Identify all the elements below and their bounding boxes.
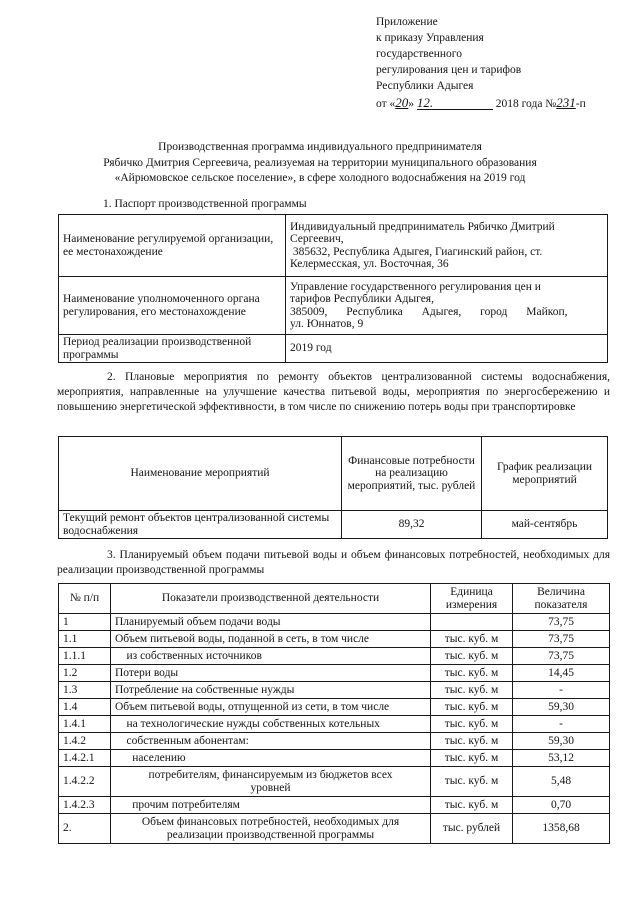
table-row: [59, 511, 608, 539]
doc-number: 231: [556, 95, 576, 110]
table-row: [59, 699, 610, 716]
passport-value: [286, 277, 608, 335]
row-number: 1.4.2.1: [59, 750, 111, 767]
row-unit: тыс. рублей: [431, 814, 513, 844]
table-row: [59, 797, 610, 814]
row-unit: [431, 614, 513, 631]
date-mid: »: [408, 98, 417, 110]
col-indicator: Показатели производственной деятельности: [111, 584, 431, 614]
table-row: [59, 614, 610, 631]
row-value: 14,45: [513, 665, 610, 682]
table-row: [59, 814, 610, 844]
passport-value: [286, 215, 608, 277]
indicators-table: [58, 583, 610, 844]
measure-name: Текущий ремонт объектов централизованной системы водоснабжения: [59, 511, 342, 539]
value-line: ул. Юннатов, 9: [290, 318, 364, 330]
row-unit: тыс. куб. м: [431, 797, 513, 814]
title-line-1: Производственная программа индивидуального предпринимателя: [158, 141, 482, 153]
row-indicator: прочим потребителям: [111, 797, 431, 814]
row-unit: тыс. куб. м: [431, 648, 513, 665]
row-indicator: собственным абонентам:: [111, 733, 431, 750]
row-indicator: населению: [111, 750, 431, 767]
row-value: 1358,68: [513, 814, 610, 844]
row-value: -: [513, 682, 610, 699]
approval-date-line: [376, 96, 586, 111]
passport-table: [58, 214, 608, 363]
row-value: 59,30: [513, 733, 610, 750]
value-line: Управление государственного регулирования цен и: [290, 280, 541, 293]
date-year: 2018 года №: [495, 98, 557, 110]
passport-label: Период реализации производственной программы: [59, 335, 286, 363]
value-line: 385009, Республика Адыгея, город Майкоп,: [290, 305, 568, 318]
row-number: 2.: [59, 814, 111, 844]
col-unit: Единица измерения: [431, 584, 513, 614]
value-line: Сергеевич,: [290, 233, 344, 245]
measures-header-row: [59, 437, 608, 511]
row-indicator: Планируемый объем подачи воды: [111, 614, 431, 631]
row-number: 1.3: [59, 682, 111, 699]
date-day: 20: [395, 95, 409, 110]
row-indicator: Потери воды: [111, 665, 431, 682]
col-number: № п/п: [59, 584, 111, 614]
indicators-header-row: [59, 584, 610, 614]
table-row: [59, 648, 610, 665]
row-value: 59,30: [513, 699, 610, 716]
row-unit: тыс. куб. м: [431, 699, 513, 716]
date-suffix: -п: [575, 98, 586, 110]
approval-line-4: регулирования цен и тарифов: [376, 64, 522, 76]
passport-label: Наименование уполномоченного органа регулирования, его местонахождение: [59, 277, 286, 335]
passport-value: [286, 335, 608, 363]
measure-schedule: май-сентябрь: [482, 511, 608, 539]
row-number: 1.4.1: [59, 716, 111, 733]
approval-line-2: к приказу Управления: [376, 32, 484, 44]
title-line-3: «Айрюмовское сельское поселение», в сфере холодного водоснабжения на 2019 год: [114, 172, 526, 184]
date-prefix: от «: [376, 98, 396, 110]
col-financial-needs: Финансовые потребности на реализацию мероприятий, тыс. рублей: [342, 437, 482, 511]
row-number: 1.4.2: [59, 733, 111, 750]
passport-label: Наименование регулируемой организации, ее местонахождение: [59, 215, 286, 277]
row-indicator: Объем финансовых потребностей, необходимых для реализации производственной программы: [111, 814, 431, 844]
row-unit: тыс. куб. м: [431, 750, 513, 767]
table-row: [59, 733, 610, 750]
row-unit: тыс. куб. м: [431, 682, 513, 699]
table-row: [59, 665, 610, 682]
row-number: 1.2: [59, 665, 111, 682]
measures-table: [58, 436, 608, 539]
col-measures-name: Наименование мероприятий: [59, 437, 342, 511]
table-row: [59, 716, 610, 733]
row-value: 73,75: [513, 648, 610, 665]
row-unit: тыс. куб. м: [431, 716, 513, 733]
row-value: 73,75: [513, 631, 610, 648]
col-value: Величина показателя: [513, 584, 610, 614]
row-unit: тыс. куб. м: [431, 733, 513, 750]
row-value: 73,75: [513, 614, 610, 631]
value-line: Индивидуальный предприниматель Рябичко Дмитрий: [290, 220, 555, 233]
table-row: [59, 767, 610, 797]
table-row: [59, 682, 610, 699]
table-row: [59, 750, 610, 767]
passport-row-period: [59, 335, 608, 363]
row-indicator: из собственных источников: [111, 648, 431, 665]
row-number: 1: [59, 614, 111, 631]
row-value: 0,70: [513, 797, 610, 814]
row-indicator: Потребление на собственные нужды: [111, 682, 431, 699]
approval-line-3: государственного: [376, 48, 462, 60]
section3-heading: 3. Планируемый объем подачи питьевой воды и объем финансовых потребностей, необходимых для реализации производственной программы: [57, 549, 610, 576]
row-value: -: [513, 716, 610, 733]
row-number: 1.1: [59, 631, 111, 648]
row-unit: тыс. куб. м: [431, 631, 513, 648]
row-indicator: Объем питьевой воды, поданной в сеть, в том числе: [111, 631, 431, 648]
value-line: 385632, Республика Адыгея, Гиагинский район, ст.: [290, 245, 543, 258]
row-number: 1.1.1: [59, 648, 111, 665]
row-indicator: на технологические нужды собственных котельных: [111, 716, 431, 733]
measure-amount: 89,32: [342, 511, 482, 539]
col-schedule: График реализации мероприятий: [482, 437, 608, 511]
row-indicator: потребителям, финансируемым из бюджетов всех уровней: [111, 767, 431, 797]
row-number: 1.4.2.2: [59, 767, 111, 797]
title-line-2: Рябичко Дмитрия Сергеевича, реализуемая на территории муниципального образования: [103, 157, 537, 169]
row-unit: тыс. куб. м: [431, 767, 513, 797]
row-number: 1.4: [59, 699, 111, 716]
table-row: [59, 631, 610, 648]
row-unit: тыс. куб. м: [431, 665, 513, 682]
approval-line-5: Республики Адыгея: [376, 80, 474, 92]
row-number: 1.4.2.3: [59, 797, 111, 814]
row-value: 53,12: [513, 750, 610, 767]
value-line: тарифов Республики Адыгея,: [290, 293, 434, 305]
value-line: 2019 год: [290, 342, 332, 355]
date-month: 12.: [417, 96, 493, 110]
approval-line-1: Приложение: [376, 16, 438, 28]
row-indicator: Объем питьевой воды, отпущенной из сети, в том числе: [111, 699, 431, 716]
passport-row-organization: [59, 215, 608, 277]
section2-heading: 2. Плановые мероприятия по ремонту объектов централизованной системы водоснабжения, мероприятия, направленные на улучшение качества питьевой воды, мероприятия по энергосбережению и повышению энергетической эффективности, в том числе по снижению потерь воды при транспортировке: [57, 371, 610, 413]
section1-heading: 1. Паспорт производственной программы: [103, 198, 307, 210]
passport-row-regulator: [59, 277, 608, 335]
row-value: 5,48: [513, 767, 610, 797]
value-line: Келермесская, ул. Восточная, 36: [290, 258, 449, 270]
